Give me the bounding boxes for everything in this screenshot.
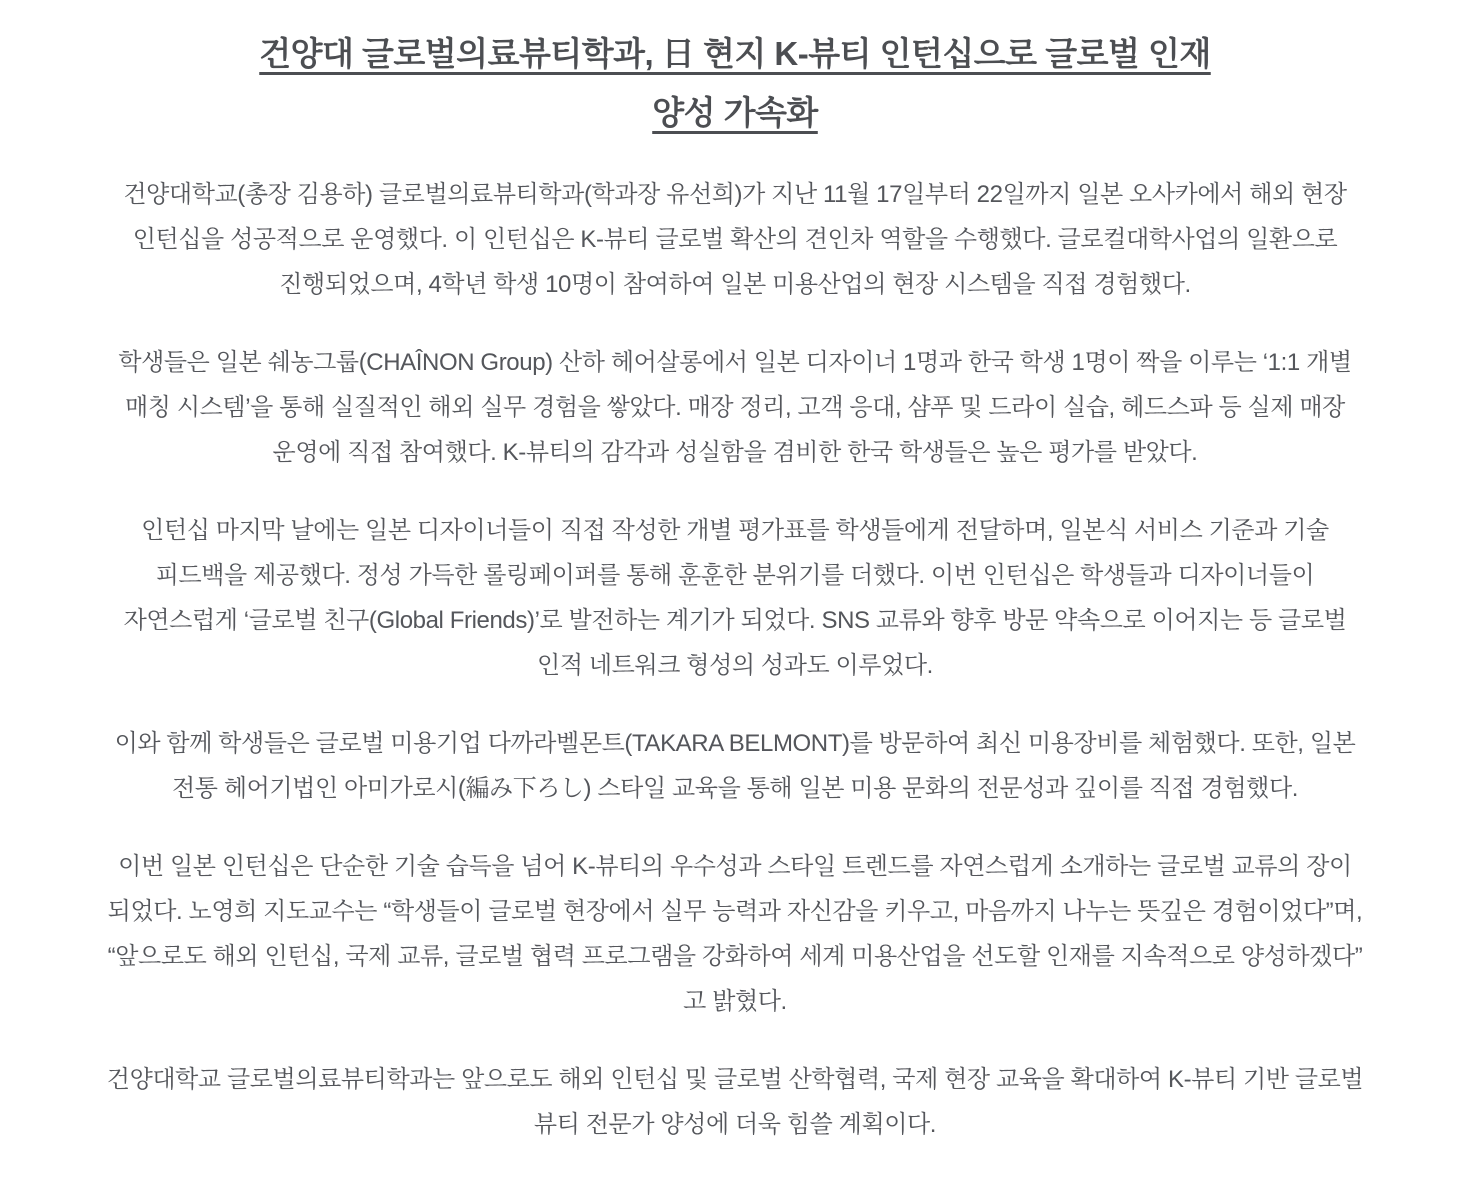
- text-line: 진행되었으며, 4학년 학생 10명이 참여하여 일본 미용산업의 현장 시스템을 직접 경험했다.: [279, 271, 1191, 298]
- text-line: 매칭 시스템’을 통해 실질적인 해외 실무 경험을 쌓았다. 매장 정리, 고객 응대, 샴푸 및 드라이 실습, 헤드스파 등 실제 매장: [125, 394, 1345, 421]
- article-title: [38, 24, 1432, 142]
- article-title-line: 건양대 글로벌의료뷰티학과, 日 현지 K-뷰티 인턴십으로 글로벌 인재: [259, 35, 1211, 72]
- text-line: 건양대학교(총장 김용하) 글로벌의료뷰티학과(학과장 유선희)가 지난 11월 17일부터 22일까지 일본 오사카에서 해외 현장: [123, 181, 1347, 208]
- text-line: 인적 네트워크 형성의 성과도 이루었다.: [537, 652, 933, 679]
- text-line: 운영에 직접 참여했다. K-뷰티의 감각과 성실함을 겸비한 한국 학생들은 높은 평가를 받았다.: [272, 439, 1198, 466]
- text-line: 인턴십 마지막 날에는 일본 디자이너들이 직접 작성한 개별 평가표를 학생들에게 전달하며, 일본식 서비스 기준과 기술: [141, 517, 1329, 544]
- text-line: 건양대학교 글로벌의료뷰티학과는 앞으로도 해외 인턴십 및 글로벌 산학협력, 국제 현장 교육을 확대하여 K-뷰티 기반 글로벌: [106, 1066, 1364, 1093]
- text-line: 인턴십을 성공적으로 운영했다. 이 인턴십은 K-뷰티 글로벌 확산의 견인차 역할을 수행했다. 글로컬대학사업의 일환으로: [132, 226, 1338, 253]
- text-line: 전통 헤어기법인 아미가로시(編み下ろし) 스타일 교육을 통해 일본 미용 문화의 전문성과 깊이를 직접 경험했다.: [171, 775, 1299, 802]
- text-line: 이와 함께 학생들은 글로벌 미용기업 다까라벨몬트(TAKARA BELMONT)를 방문하여 최신 미용장비를 체험했다. 또한, 일본: [114, 730, 1356, 757]
- text-line: 이번 일본 인턴십은 단순한 기술 습득을 넘어 K-뷰티의 우수성과 스타일 트렌드를 자연스럽게 소개하는 글로벌 교류의 장이: [118, 853, 1352, 880]
- paragraph-5: [38, 844, 1432, 1024]
- text-line: 피드백을 제공했다. 정성 가득한 롤링페이퍼를 통해 훈훈한 분위기를 더했다. 이번 인턴십은 학생들과 디자이너들이: [155, 562, 1315, 589]
- paragraph-6: [38, 1057, 1432, 1147]
- text-line: 고 밝혔다.: [683, 988, 787, 1015]
- text-line: 학생들은 일본 쉐농그룹(CHAÎNON Group) 산하 헤어살롱에서 일본 디자이너 1명과 한국 학생 1명이 짝을 이루는 ‘1:1 개별: [118, 349, 1352, 376]
- paragraph-1: [38, 172, 1432, 307]
- paragraph-3: [38, 508, 1432, 688]
- text-line: “앞으로도 해외 인턴십, 국제 교류, 글로벌 협력 프로그램을 강화하여 세계 미용산업을 선도할 인재를 지속적으로 양성하겠다”: [107, 943, 1363, 970]
- text-line: 뷰티 전문가 양성에 더욱 힘쓸 계획이다.: [533, 1111, 937, 1138]
- article-body: [38, 172, 1432, 1147]
- article-title-line: 양성 가속화: [652, 94, 818, 131]
- paragraph-2: [38, 340, 1432, 475]
- text-line: 자연스럽게 ‘글로벌 친구(Global Friends)’로 발전하는 계기가 되었다. SNS 교류와 향후 방문 약속으로 이어지는 등 글로벌: [123, 607, 1347, 634]
- text-line: 되었다. 노영희 지도교수는 “학생들이 글로벌 현장에서 실무 능력과 자신감을 키우고, 마음까지 나누는 뜻깊은 경험이었다”며,: [107, 898, 1363, 925]
- paragraph-4: [38, 721, 1432, 811]
